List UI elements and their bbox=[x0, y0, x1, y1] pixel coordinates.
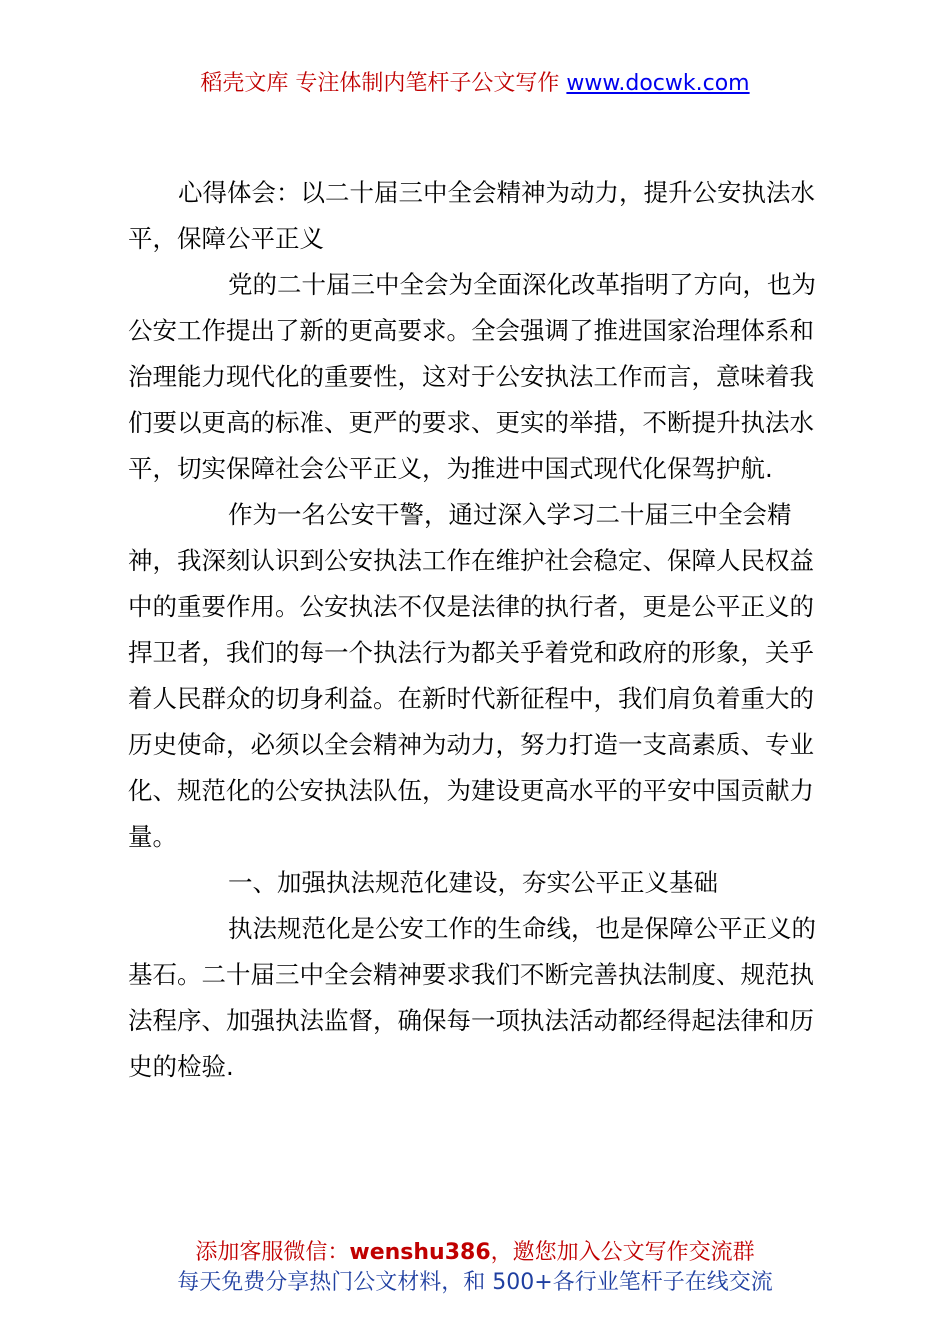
document-title: 心得体会：以二十届三中全会精神为动力，提升公安执法水平，保障公平正义 bbox=[128, 178, 815, 253]
footer-line-2: 每天免费分享热门公文材料，和 500+各行业笔杆子在线交流 bbox=[177, 1270, 773, 1295]
document-body bbox=[128, 170, 828, 1090]
footer-line-1 bbox=[0, 1238, 950, 1268]
footer-prefix: 添加客服微信： bbox=[195, 1240, 350, 1265]
site-header bbox=[0, 68, 950, 100]
paragraph-3: 执法规范化是公安工作的生命线，也是保障公平正义的基石。二十届三中全会精神要求我们不断完善执法制度、规范执法程序、加强执法监督，确保每一项执法活动都经得起法律和历史的检验. bbox=[128, 914, 816, 1081]
site-link[interactable]: www.docwk.com bbox=[566, 71, 750, 96]
promo-footer bbox=[0, 1238, 950, 1298]
wechat-id: wenshu386 bbox=[349, 1240, 491, 1265]
paragraph-2: 作为一名公安干警，通过深入学习二十届三中全会精神，我深刻认识到公安执法工作在维护社会稳定、保障人民权益中的重要作用。公安执法不仅是法律的执行者，更是公平正义的捍卫者，我们的每一个执法行为都关乎着党和政府的形象，关乎着人民群众的切身利益。在新时代新征程中，我们肩负着重大的历史使命，必须以全会精神为动力，努力打造一支高素质、专业化、规范化的公安执法队伍，为建设更高水平的平安中国贡献力量。 bbox=[128, 500, 814, 851]
section-heading-1: 一、加强执法规范化建设，夯实公平正义基础 bbox=[228, 868, 718, 897]
footer-suffix: ，邀您加入公文写作交流群 bbox=[490, 1240, 755, 1265]
paragraph-1: 党的二十届三中全会为全面深化改革指明了方向，也为公安工作提出了新的更高要求。全会强调了推进国家治理体系和治理能力现代化的重要性，这对于公安执法工作而言，意味着我们要以更高的标准、更严的要求、更实的举措，不断提升执法水平，切实保障社会公平正义，为推进中国式现代化保驾护航. bbox=[128, 270, 816, 483]
header-text: 稻壳文库 专注体制内笔杆子公文写作 bbox=[200, 71, 567, 96]
